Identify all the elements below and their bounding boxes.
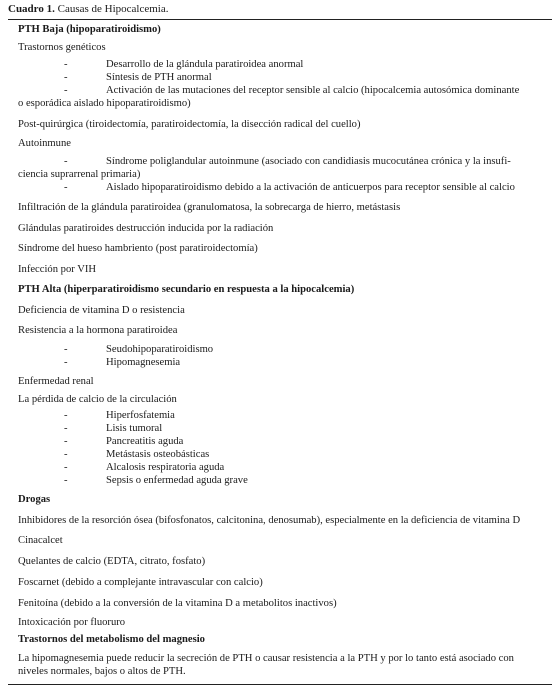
pth-baja-heading: PTH Baja (hipoparatiroidismo)	[18, 24, 161, 35]
autoinmune: Autoinmune	[18, 138, 71, 149]
fluoruro: Intoxicación por fluoruro	[18, 617, 126, 628]
perdida-calcio: La pérdida de calcio de la circulación	[18, 394, 177, 405]
list-item: Lisis tumoral	[106, 423, 163, 434]
list-item: Pancreatitis aguda	[106, 436, 184, 447]
infeccion-vih: Infección por VIH	[18, 264, 97, 275]
caption-label: Cuadro 1.	[8, 3, 55, 15]
list-dash: -	[64, 85, 68, 96]
list-dash: -	[64, 357, 68, 368]
list-dash: -	[64, 475, 68, 486]
list-dash: -	[64, 423, 68, 434]
resistencia-hormona: Resistencia a la hormona paratiroidea	[18, 325, 178, 336]
enfermedad-renal: Enfermedad renal	[18, 376, 94, 387]
list-dash: -	[64, 72, 68, 83]
inhibidores: Inhibidores de la resorción ósea (bifosfonatos, calcitonina, denosumab), especialmente en la deficiencia de vitamina D	[18, 515, 521, 526]
deficiencia-vit-d: Deficiencia de vitamina D o resistencia	[18, 305, 185, 316]
list-item: Sepsis o enfermedad aguda grave	[106, 475, 248, 486]
list-dash: -	[64, 156, 68, 167]
list-item: Desarrollo de la glándula paratiroidea anormal	[106, 59, 304, 70]
infiltracion: Infiltración de la glándula paratiroidea (granulomatosa, la sobrecarga de hierro, metástasis	[18, 202, 401, 213]
list-item: Seudohipoparatiroidismo	[106, 344, 214, 355]
glandulas-radiacion: Glándulas paratiroides destrucción inducida por la radiación	[18, 223, 274, 234]
bottom-rule	[8, 684, 552, 685]
post-quirurgica: Post-quirúrgica (tiroidectomía, paratiroidectomía, la disección radical del cuello)	[18, 119, 361, 130]
list-item: Activación de las mutaciones del receptor sensible al calcio (hipocalcemia autosómica dominante	[106, 85, 520, 96]
hueso-hambriento: Síndrome del hueso hambriento (post paratiroidectomía)	[18, 243, 258, 254]
list-dash: -	[64, 449, 68, 460]
list-dash: -	[64, 344, 68, 355]
list-dash: -	[64, 410, 68, 421]
magnesio-text: La hipomagnesemia puede reducir la secreción de PTH o causar resistencia a la PTH y por lo tanto está asociado con	[18, 653, 514, 664]
list-item: Aislado hipoparatiroidismo debido a la activación de anticuerpos para receptor sensible al calcio	[106, 182, 515, 193]
pth-alta-heading: PTH Alta (hiperparatiroidismo secundario en respuesta a la hipocalcemia)	[18, 284, 355, 295]
drogas-heading: Drogas	[18, 494, 51, 505]
cinacalcet: Cinacalcet	[18, 535, 63, 546]
list-dash: -	[64, 436, 68, 447]
fenitoina: Fenitoína (debido a la conversión de la vitamina D a metabolitos inactivos)	[18, 598, 337, 609]
table-caption	[8, 2, 169, 16]
list-item: Hipomagnesemia	[106, 357, 181, 368]
list-dash: -	[64, 182, 68, 193]
caption-title: Causas de Hipocalcemia.	[57, 3, 169, 15]
foscarnet: Foscarnet (debido a complejante intravascular con calcio)	[18, 577, 263, 588]
list-item-continuation: o esporádica aislado hipoparatiroidismo)	[18, 98, 191, 109]
list-dash: -	[64, 59, 68, 70]
list-item: Síndrome poliglandular autoinmune (asociado con candidiasis mucocutánea crónica y la insufi-	[106, 156, 511, 167]
top-rule	[8, 19, 552, 20]
quelantes: Quelantes de calcio (EDTA, citrato, fosfato)	[18, 556, 206, 567]
list-item-continuation: ciencia suprarrenal primaria)	[18, 169, 141, 180]
list-item: Metástasis osteobásticas	[106, 449, 210, 460]
list-item: Alcalosis respiratoria aguda	[106, 462, 225, 473]
magnesio-text-continuation: niveles normales, bajos o altos de PTH.	[18, 666, 186, 677]
magnesio-heading: Trastornos del metabolismo del magnesio	[18, 634, 205, 645]
list-item: Síntesis de PTH anormal	[106, 72, 212, 83]
list-item: Hiperfosfatemia	[106, 410, 175, 421]
trastornos-geneticos: Trastornos genéticos	[18, 42, 106, 53]
list-dash: -	[64, 462, 68, 473]
